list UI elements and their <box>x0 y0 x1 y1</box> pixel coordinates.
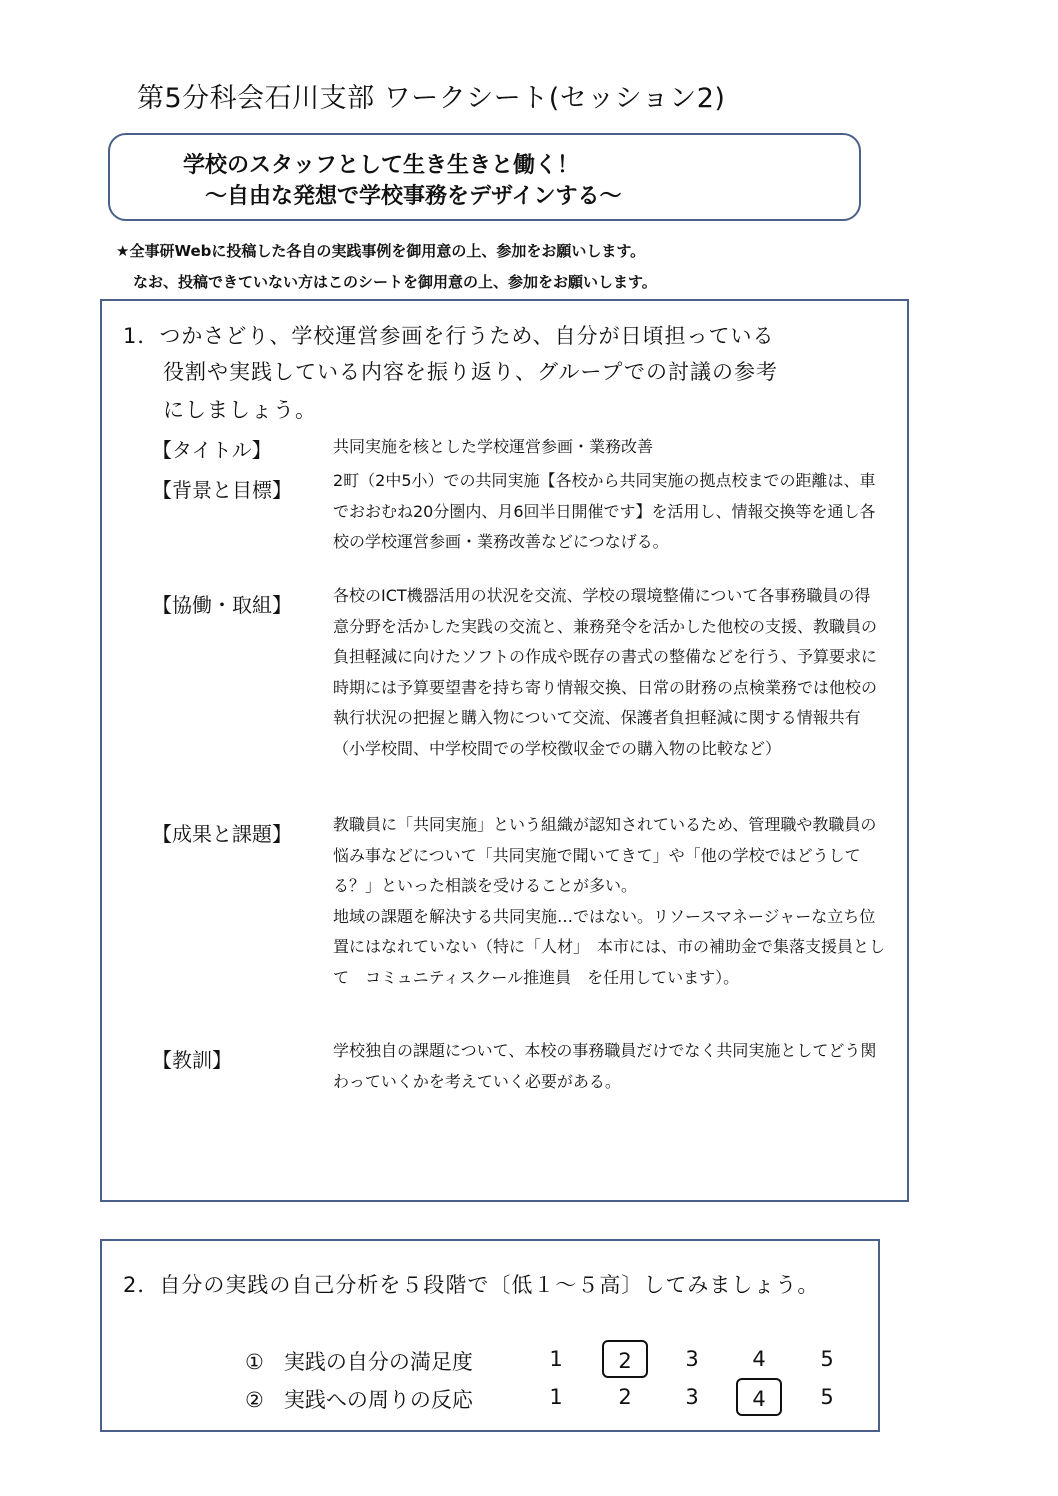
content-text: 地域の課題を解決する共同実施…ではない。リソースマネージャーな立ち位置にはなれていない（特に「人材」 本市には、市の補助金で集落支援員として コミュニティスクール推進員 を任用しています）。 <box>333 906 886 987</box>
rating-1-option[interactable]: 1 <box>549 1347 563 1371</box>
notice-line: ★全事研Webに投稿した各自の実践事例を御用意の上、参加をお願いします。 <box>116 242 646 260</box>
item-content-results <box>333 810 885 993</box>
theme-title: 学校のスタッフとして生き生きと働く！ <box>183 153 580 178</box>
section2-question: 2．自分の実践の自己分析を５段階で〔低１～５高〕してみましょう。 <box>123 1273 820 1297</box>
notice-line: なお、投稿できていない方はこのシートを御用意の上、参加をお願いします。 <box>133 273 657 291</box>
rating-1-option[interactable]: 4 <box>752 1347 766 1371</box>
section1-question: にしましょう。 <box>163 398 317 422</box>
section1-question: 1．つかさどり、学校運営参画を行うため、自分が日頃担っている <box>123 324 775 348</box>
page-title: 第5分科会石川支部 ワークシート(セッション2) <box>137 83 726 114</box>
rating-2-option[interactable]: 5 <box>820 1385 834 1409</box>
rating-marker: ② <box>245 1388 264 1412</box>
item-content-collaboration <box>333 581 885 764</box>
item-label-background: 【背景と目標】 <box>152 478 292 502</box>
theme-subtitle: ～自由な発想で学校事務をデザインする～ <box>205 184 622 209</box>
item-label-lessons: 【教訓】 <box>152 1048 232 1072</box>
item-content-lessons <box>333 1036 885 1097</box>
rating-row-label <box>245 1384 473 1414</box>
content-text: 学校独自の課題について、本校の事務職員だけでなく共同実施としてどう関わっていくかを考えていく必要がある。 <box>333 1041 877 1091</box>
content-text: 共同実施を核とした学校運営参画・業務改善 <box>333 437 654 456</box>
content-text: 2町（2中5小）での共同実施【各校から共同実施の拠点校までの距離は、車でおおむね20分圏内、月6回半日開催です】を活用し、情報交換等を通し各校の学校運営参画・業務改善などにつなげる。 <box>333 471 876 551</box>
rating-label: 実践への周りの反応 <box>283 1388 473 1412</box>
content-text: 教職員に「共同実施」という組織が認知されているため、管理職や教職員の悩み事などについて「共同実施で聞いてきて」や「他の学校ではどうしてる？」といった相談を受けることが多い。 <box>333 815 877 895</box>
item-label-title: 【タイトル】 <box>152 438 272 462</box>
item-content-title <box>333 432 885 463</box>
rating-1-option[interactable]: 3 <box>685 1347 699 1371</box>
rating-row-label <box>245 1346 473 1376</box>
rating-label: 実践の自分の満足度 <box>283 1350 473 1374</box>
section1-question: 役割や実践している内容を振り返り、グループでの討議の参考 <box>163 360 778 384</box>
rating-2-option[interactable]: 3 <box>685 1385 699 1409</box>
rating-2-option[interactable]: 1 <box>549 1385 563 1409</box>
rating-2-option-selected[interactable]: 4 <box>736 1378 782 1416</box>
content-text: 各校のICT機器活用の状況を交流、学校の環境整備について各事務職員の得意分野を活かした実践の交流と、兼務発令を活かした他校の支援、教職員の負担軽減に向けたソフトの作成や既存の書式の整備などを行う、予算要求に時期には予算要望書を持ち寄り情報交換、日常の財務の点検業務では他校の執行状況の把握と購入物について交流、保護者負担軽減に関する情報共有（小学校間、中学校間での学校徴収金での購入物の比較など） <box>333 586 878 758</box>
item-label-collaboration: 【協働・取組】 <box>152 593 292 617</box>
rating-1-option[interactable]: 5 <box>820 1347 834 1371</box>
item-label-results: 【成果と課題】 <box>152 822 292 846</box>
rating-marker: ① <box>245 1350 264 1374</box>
item-content-background <box>333 466 885 558</box>
rating-1-option-selected[interactable]: 2 <box>602 1340 648 1378</box>
rating-2-option[interactable]: 2 <box>618 1385 632 1409</box>
